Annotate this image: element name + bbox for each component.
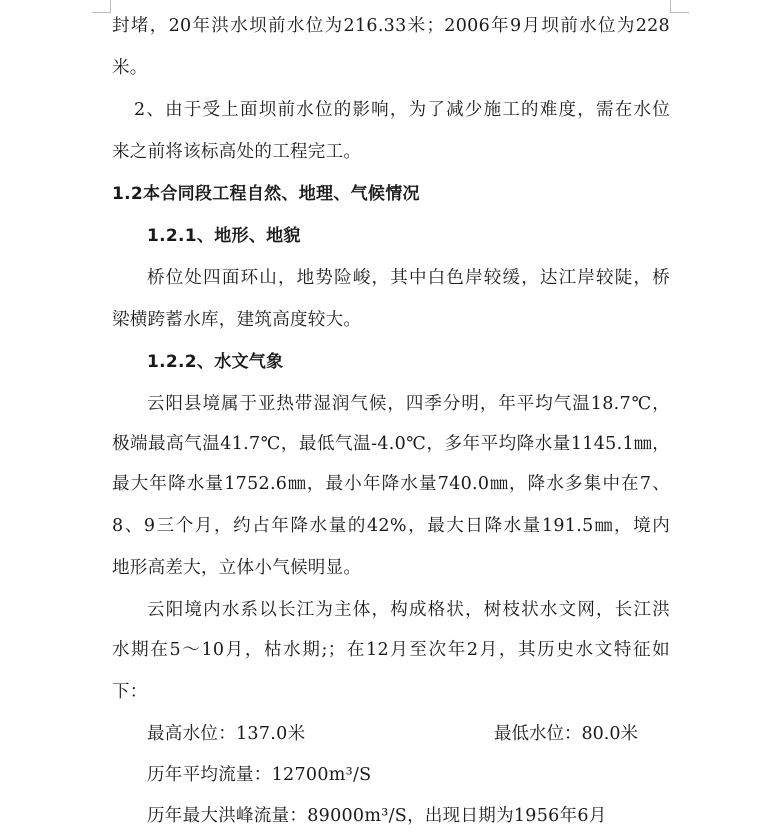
paragraph-line: 桥位处四面环山，地势险峻，其中白色岸较缓，达江岸较陡，桥 (147, 268, 670, 288)
section-heading: 1.2本合同段工程自然、地理、气候情况 (112, 184, 420, 204)
subsection-heading: 1.2.1、地形、地貌 (147, 226, 301, 246)
max-flood-flow: 历年最大洪峰流量：89000m³/S，出现日期为1956年6月 (147, 806, 607, 826)
paragraph-line: 2、由于受上面坝前水位的影响，为了减少施工的难度，需在水位 (134, 100, 670, 120)
paragraph-line: 封堵，20年洪水坝前水位为216.33米；2006年9月坝前水位为228 (112, 16, 670, 36)
paragraph-line: 米。 (112, 58, 148, 78)
paragraph-line: 云阳县境属于亚热带湿润气候，四季分明，年平均气温18.7℃， (147, 394, 670, 414)
max-water-level: 最高水位：137.0米 (147, 724, 306, 744)
paragraph-line: 8、9三个月，约占年降水量的42%，最大日降水量191.5㎜，境内 (112, 516, 670, 536)
paragraph-line: 云阳境内水系以长江为主体，构成格状，树枝状水文网，长江洪 (147, 600, 670, 620)
average-flow: 历年平均流量：12700m³/S (147, 765, 372, 785)
subsection-heading: 1.2.2、水文气象 (147, 352, 284, 372)
paragraph-line: 下： (112, 682, 148, 702)
paragraph-line: 极端最高气温41.7℃，最低气温-4.0℃，多年平均降水量1145.1㎜， (112, 434, 670, 454)
paragraph-line: 最大年降水量1752.6㎜，最小年降水量740.0㎜，降水多集中在7、 (112, 474, 670, 494)
page-corner-mark-left (92, 0, 111, 13)
paragraph-line: 来之前将该标高处的工程完工。 (112, 142, 362, 162)
paragraph-line: 梁横跨蓄水库，建筑高度较大。 (112, 310, 362, 330)
page-corner-mark-right (670, 0, 689, 13)
min-water-level: 最低水位：80.0米 (494, 724, 638, 744)
paragraph-line: 地形高差大，立体小气候明显。 (112, 558, 362, 578)
paragraph-line: 水期在5～10月，枯水期;；在12月至次年2月，其历史水文特征如 (112, 640, 670, 660)
